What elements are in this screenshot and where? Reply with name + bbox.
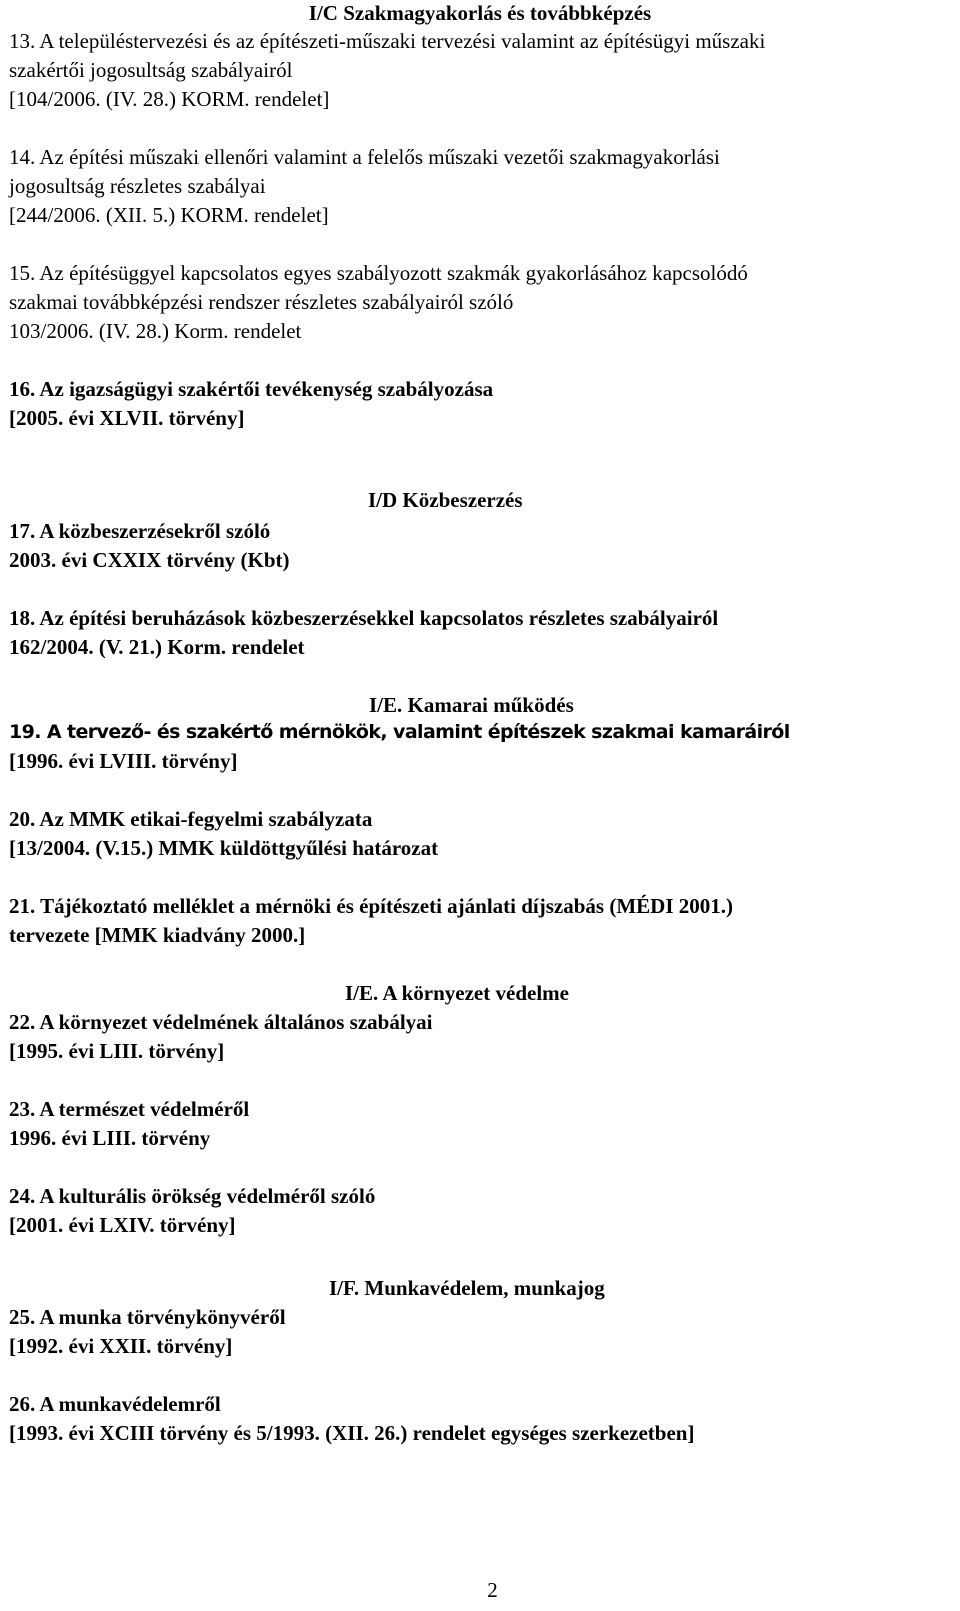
section-heading-kamarai: I/E. Kamarai működés — [369, 693, 574, 717]
section-heading-kozbeszerzes: I/D Közbeszerzés — [368, 488, 523, 512]
item-26-line-2: [1993. évi XCIII törvény és 5/1993. (XII. 26.) rendelet egységes szerkezetben] — [9, 1421, 695, 1445]
page-number: 2 — [487, 1578, 498, 1602]
item-20-line-2: [13/2004. (V.15.) MMK küldöttgyűlési határozat — [9, 836, 439, 860]
item-19-line-2: [1996. évi LVIII. törvény] — [9, 749, 238, 773]
item-16-line-2: [2005. évi XLVII. törvény] — [9, 406, 245, 430]
item-25-line-2: [1992. évi XXII. törvény] — [9, 1334, 233, 1358]
item-13-line-2: szakértői jogosultság szabályairól — [9, 58, 293, 82]
item-14-line-3: [244/2006. (XII. 5.) KORM. rendelet] — [9, 203, 329, 227]
item-24-line-1: 24. A kulturális örökség védelméről szóló — [9, 1184, 376, 1208]
item-19-line-1: 19. A tervező- és szakértő mérnökök, valamint építészek szakmai kamaráiról — [9, 721, 790, 743]
item-23-line-2: 1996. évi LIII. törvény — [9, 1126, 211, 1150]
item-14-line-2: jogosultság részletes szabályai — [9, 174, 266, 198]
item-15-line-2: szakmai továbbképzési rendszer részletes szabályairól szóló — [9, 290, 514, 314]
section-heading-szakmagyakorlas: I/C Szakmagyakorlás és továbbképzés — [308, 1, 652, 25]
item-21-line-2: tervezete [MMK kiadvány 2000.] — [9, 923, 306, 947]
section-heading-munkavedelem: I/F. Munkavédelem, munkajog — [329, 1276, 605, 1300]
item-22-line-2: [1995. évi LIII. törvény] — [9, 1039, 225, 1063]
item-24-line-2: [2001. évi LXIV. törvény] — [9, 1213, 236, 1237]
item-20-line-1: 20. Az MMK etikai-fegyelmi szabályzata — [9, 807, 373, 831]
item-15-line-3: 103/2006. (IV. 28.) Korm. rendelet — [9, 319, 302, 343]
item-13-line-1: 13. A településtervezési és az építészeti-műszaki tervezési valamint az építésügyi műszaki — [9, 29, 766, 53]
item-16-line-1: 16. Az igazságügyi szakértői tevékenység szabályozása — [9, 377, 494, 401]
item-18-line-2: 162/2004. (V. 21.) Korm. rendelet — [9, 635, 305, 659]
item-18-line-1: 18. Az építési beruházások közbeszerzésekkel kapcsolatos részletes szabályairól — [9, 606, 719, 630]
item-21-line-1: 21. Tájékoztató melléklet a mérnöki és építészeti ajánlati díjszabás (MÉDI 2001.) — [9, 894, 734, 918]
section-heading-kornyezet: I/E. A környezet védelme — [345, 981, 569, 1005]
item-17-line-1: 17. A közbeszerzésekről szóló — [9, 519, 271, 543]
item-25-line-1: 25. A munka törvénykönyvéről — [9, 1305, 286, 1329]
item-13-line-3: [104/2006. (IV. 28.) KORM. rendelet] — [9, 87, 330, 111]
item-15-line-1: 15. Az építésüggyel kapcsolatos egyes szabályozott szakmák gyakorlásához kapcsolódó — [9, 261, 748, 285]
item-22-line-1: 22. A környezet védelmének általános szabályai — [9, 1010, 433, 1034]
item-23-line-1: 23. A természet védelméről — [9, 1097, 250, 1121]
item-26-line-1: 26. A munkavédelemről — [9, 1392, 221, 1416]
item-17-line-2: 2003. évi CXXIX törvény (Kbt) — [9, 548, 290, 572]
item-14-line-1: 14. Az építési műszaki ellenőri valamint a felelős műszaki vezetői szakmagyakorlási — [9, 145, 720, 169]
